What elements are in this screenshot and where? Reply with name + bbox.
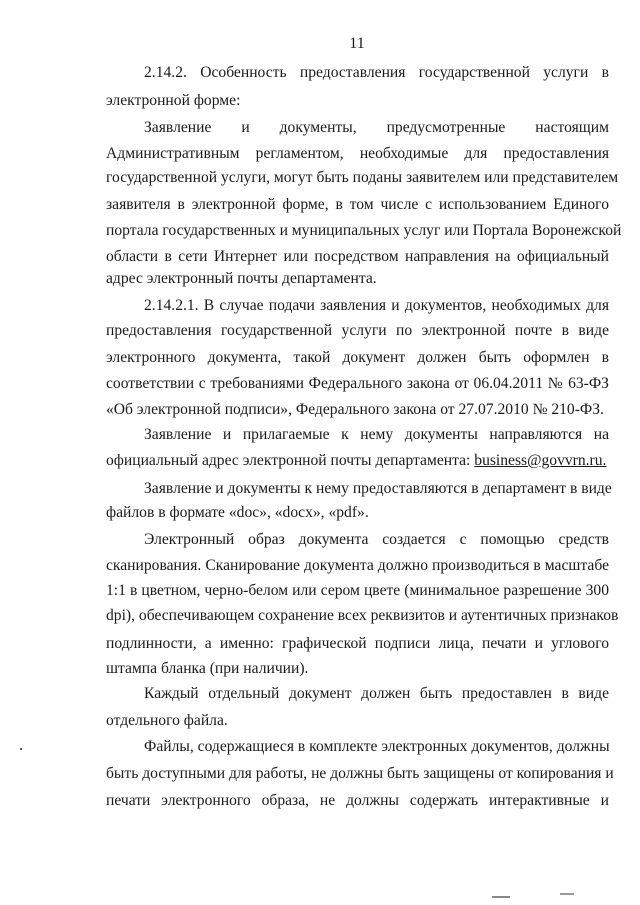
text-line-prefix: официальный адрес электронной почты департамента: [106,452,475,469]
text-line: 1:1 в цветном, черно-белом или сером цвете (минимальное разрешение 300 [106,582,609,599]
text-line: государственной услуги, могут быть поданы заявителем или представителем [106,169,619,186]
text-line: Заявление и документы, предусмотренные настоящим [144,119,609,136]
text-line: портала государственных и муниципальных услуг или Портала Воронежской [106,222,622,239]
text-line: Электронный образ документа создается с помощью средств [144,531,609,548]
text-line: соответствии с требованиями Федерального закона от 06.04.2011 № 63-ФЗ [106,375,609,392]
page-number: 11 [349,35,365,52]
text-line: сканирования. Сканирование документа должно производиться в масштабе [106,557,609,574]
text-line: Заявление и прилагаемые к нему документы направляются на [144,426,609,443]
scan-speck [560,893,574,895]
text-line [106,449,609,473]
text-line: быть доступными для работы, не должны быть защищены от копирования и [106,765,614,782]
text-line: 2.14.2. Особенность предоставления государственной услуги в [144,64,609,81]
text-line: Административным регламентом, необходимые для предоставления [106,145,609,162]
text-line: области в сети Интернет или посредством направления на официальный [106,248,609,265]
text-line: файлов в формате «doc», «docx», «pdf». [106,504,369,521]
scan-speck [492,896,510,898]
text-line: Каждый отдельный документ должен быть предоставлен в виде [144,685,609,702]
text-line: электронного документа, такой документ должен быть оформлен в [106,349,609,366]
text-line: электронной форме: [106,92,241,109]
text-line: печати электронного образа, не должны содержать интерактивные и [106,792,609,809]
text-line: адрес электронный почты департамента. [106,270,377,287]
text-line: Заявление и документы к нему предоставляются в департамент в виде [144,480,612,497]
text-line: заявителя в электронной форме, в том числе с использованием Единого [106,196,609,213]
text-line: «Об электронной подписи», Федерального закона от 27.07.2010 № 210-ФЗ. [106,401,604,418]
text-line: dpi), обеспечивающем сохранение всех реквизитов и аутентичных признаков [106,607,619,624]
text-line: отдельного файла. [106,712,228,729]
text-line: Файлы, содержащиеся в комплекте электронных документов, должны [144,738,610,755]
text-line: предоставления государственной услуги по электронной почте в виде [106,322,609,339]
text-line: штампа бланка (при наличии). [106,660,309,677]
scan-speck [20,748,22,750]
email-link[interactable]: business@govvrn.ru. [474,452,607,469]
text-line: подлинности, а именно: графической подписи лица, печати и углового [106,635,609,652]
text-line: 2.14.2.1. В случае подачи заявления и документов, необходимых для [144,297,609,314]
